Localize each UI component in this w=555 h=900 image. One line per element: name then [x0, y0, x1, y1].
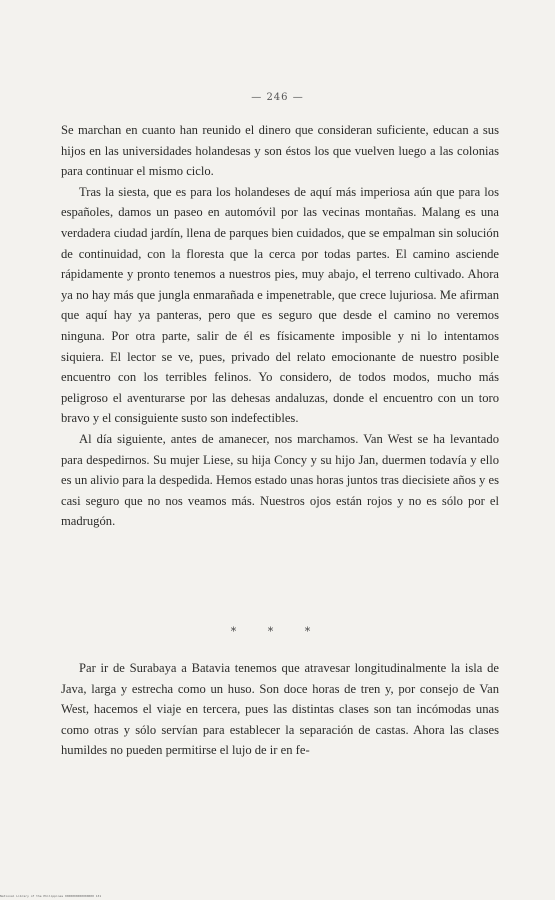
body-text-lower [61, 658, 499, 761]
body-text-upper [61, 120, 499, 532]
section-separator: * * * [230, 625, 325, 638]
paragraph-2: Tras la siesta, que es para los holandeses de aquí más imperiosa aún que para los españoles, damos un paseo en automóvil por las vecinas montañas. Malang es una verdadera ciudad jardín, llena de parques bien cuidados, que se empalman sin solución de continuidad, con la floresta que la cerca por todas partes. El camino asciende rápidamente y pronto tenemos a nuestros pies, muy abajo, el terreno cultivado. Ahora ya no hay más que jungla enmarañada e impenetrable, que crece lujuriosa. Me afirman que aquí hay ya panteras, pero que es seguro que desde el camino no veremos ninguna. Por otra parte, salir de él es físicamente imposible y ni lo intentamos siquiera. El lector se ve, pues, privado del relato emocionante de nuestro posible encuentro con los terribles felinos. Yo considero, de todos modos, mucho más peligroso el aventurarse por las dehesas andaluzas, donde el encuentro con un toro bravo y el consiguiente susto son indefectibles. [61, 184, 499, 426]
paragraph-3: Al día siguiente, antes de amanecer, nos marchamos. Van West se ha levantado para despedirnos. Su mujer Liese, su hija Concy y su hijo Jan, duermen todavía y ello es un alivio para la despedida. Hemos estado unas horas juntos tras diecisiete años y es casi seguro que no nos veamos más. Nuestros ojos están rojos y no es sólo por el madrugón. [61, 431, 499, 529]
paragraph-4: Par ir de Surabaya a Batavia tenemos que atravesar longitudinalmente la isla de Java, larga y estrecha como un huso. Son doce horas de tren y, por consejo de Van West, hacemos el viaje en tercera, pues las distintas clases son tan incómodas unas como otras y sólo servían para establecer la separación de castas. Ahora las clases humildes no pueden permitirse el lujo de ir en fe- [61, 661, 499, 758]
paragraph-1: Se marchan en cuanto han reunido el dinero que consideran suficiente, educan a sus hijos en las universidades holandesas y son éstos los que vuelven luego a las colonias para continuar el mismo ciclo. [61, 123, 499, 179]
scan-footer-watermark: National Library of the Philippines 0000000000000000 131 [0, 894, 102, 898]
page-number: — 246 — [251, 92, 304, 103]
